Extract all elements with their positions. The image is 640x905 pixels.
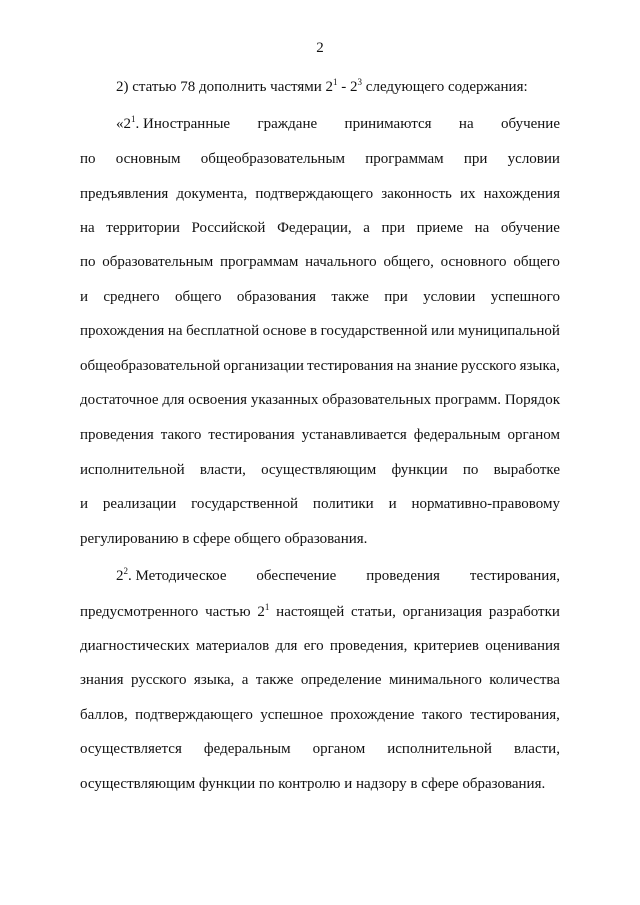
- word: тестирования: [307, 358, 394, 374]
- word: для: [275, 638, 298, 654]
- word: баллов,: [80, 707, 128, 723]
- word: условии: [507, 151, 560, 167]
- word: достаточное: [80, 392, 159, 408]
- text-line-2: [116, 115, 560, 133]
- text-line-16: [80, 603, 560, 621]
- word: материалов: [195, 638, 270, 654]
- text-line-5: [80, 219, 560, 237]
- word: также: [255, 672, 294, 688]
- text-line-3: [80, 150, 560, 168]
- word: знания: [80, 672, 124, 688]
- page-number: 2: [316, 40, 324, 56]
- word: его: [303, 638, 324, 654]
- word: документа,: [176, 186, 248, 202]
- word: органом: [507, 427, 560, 443]
- word: и: [80, 289, 89, 305]
- text-fragment: - 2: [337, 79, 358, 95]
- word: а: [241, 672, 249, 688]
- text-line-21: осуществляющим функции по контролю и надзору в сфере образования.: [80, 776, 546, 792]
- text-line-7: [80, 288, 560, 306]
- word: власти,: [513, 741, 560, 757]
- word: по: [80, 151, 96, 167]
- word: организация: [402, 604, 483, 620]
- text-line-1: [116, 78, 560, 96]
- word: тестирования,: [469, 707, 560, 723]
- word: Российской: [191, 220, 266, 236]
- word: общего,: [383, 254, 434, 270]
- word: начального: [305, 254, 377, 270]
- word: при: [463, 151, 488, 167]
- word: языка,: [193, 672, 235, 688]
- word: или: [431, 323, 455, 339]
- word: и: [388, 496, 397, 512]
- word: для: [162, 392, 185, 408]
- word: предъявления: [80, 186, 169, 202]
- word: при: [384, 289, 408, 305]
- word: по: [80, 254, 96, 270]
- word: а: [363, 220, 370, 236]
- word: на: [474, 220, 490, 236]
- word: образовательных: [322, 392, 432, 408]
- text-line-10: [80, 391, 560, 409]
- word: подтверждающего: [255, 186, 374, 202]
- word: критериев: [413, 638, 479, 654]
- word: общего: [513, 254, 560, 270]
- word: и: [80, 496, 89, 512]
- word: государственной: [191, 496, 299, 512]
- word: территории: [106, 220, 180, 236]
- word: знание: [414, 358, 458, 374]
- word: среднего: [103, 289, 160, 305]
- text-line-8: [80, 322, 560, 340]
- text-line-20: [80, 740, 560, 758]
- word: обеспечение: [256, 568, 337, 584]
- word: федеральным: [203, 741, 291, 757]
- word: образовательным: [102, 254, 214, 270]
- word: основного: [440, 254, 507, 270]
- word: количества: [489, 672, 560, 688]
- word: «$2^1$. Иностранные: [116, 114, 231, 132]
- word: проведения: [80, 427, 154, 443]
- word: частью: [205, 604, 251, 620]
- word: нахождения: [483, 186, 560, 202]
- word: русского: [131, 672, 187, 688]
- word: федеральным: [413, 427, 501, 443]
- text-line-18: [80, 671, 560, 689]
- word: исполнительной: [387, 741, 492, 757]
- word: бесплатной: [186, 323, 260, 339]
- word: $2^1$: [257, 602, 270, 620]
- word: на: [80, 220, 95, 236]
- word: принимаются: [344, 116, 432, 132]
- word: основе: [262, 323, 307, 339]
- word: организации: [223, 358, 304, 374]
- word: их: [459, 186, 476, 202]
- word: функции: [391, 462, 448, 478]
- word: подтверждающего: [135, 707, 253, 723]
- word: прохождения: [80, 323, 165, 339]
- word: предусмотренного: [80, 604, 199, 620]
- text-line-19: [80, 706, 560, 724]
- word: законность: [381, 186, 452, 202]
- word: муниципальной: [458, 323, 560, 339]
- word: на: [458, 116, 474, 132]
- text-line-4: [80, 185, 560, 203]
- word: приеме: [416, 220, 464, 236]
- text-fragment: 2) статью 78 дополнить частями 2: [116, 79, 334, 95]
- word: на: [396, 358, 412, 374]
- word: проведения: [366, 568, 440, 584]
- word: обучение: [500, 220, 560, 236]
- word: власти,: [199, 462, 246, 478]
- word: минимального: [388, 672, 482, 688]
- text-line-11: [80, 426, 560, 444]
- word: выработке: [493, 462, 560, 478]
- superscript: 1: [333, 77, 338, 87]
- word: нормативно-правовому: [411, 496, 560, 512]
- word: статьи,: [351, 604, 396, 620]
- word: прохождение: [330, 707, 415, 723]
- word: органом: [312, 741, 366, 757]
- text-fragment: следующего содержания:: [362, 79, 528, 95]
- word: оценивания: [485, 638, 560, 654]
- word: общеобразовательной: [80, 358, 221, 374]
- word: основным: [115, 151, 181, 167]
- word: такого: [160, 427, 202, 443]
- word: условии: [423, 289, 476, 305]
- word: тестирования: [208, 427, 295, 443]
- text-line-14: регулированию в сфере общего образования.: [80, 531, 368, 547]
- word: по: [462, 462, 479, 478]
- word: государственной: [320, 323, 428, 339]
- word: диагностических: [80, 638, 190, 654]
- word: русского: [460, 358, 517, 374]
- word: политики: [312, 496, 374, 512]
- word: граждане: [257, 116, 318, 132]
- word: осуществляется: [80, 741, 182, 757]
- word: программ.: [434, 392, 501, 408]
- word: указанных: [250, 392, 319, 408]
- word: освоения: [188, 392, 248, 408]
- text-line-12: [80, 461, 560, 479]
- word: программам: [219, 254, 299, 270]
- word: при: [381, 220, 406, 236]
- word: $2^2$. Методическое: [116, 566, 227, 584]
- word: также: [331, 289, 369, 305]
- word: исполнительной: [80, 462, 185, 478]
- text-line-15: [116, 567, 560, 585]
- word: успешное: [260, 707, 323, 723]
- word: общего: [174, 289, 222, 305]
- word: реализации: [102, 496, 177, 512]
- word: на: [167, 323, 183, 339]
- word: образования: [236, 289, 317, 305]
- word: такого: [421, 707, 463, 723]
- word: тестирования,: [469, 568, 560, 584]
- word: успешного: [490, 289, 560, 305]
- word: проведения,: [329, 638, 408, 654]
- word: языка,: [519, 358, 560, 374]
- text-line-9: [80, 357, 560, 375]
- superscript: 3: [357, 77, 363, 87]
- word: Порядок: [504, 392, 560, 408]
- word: определение: [300, 672, 382, 688]
- text-line-13: [80, 495, 560, 513]
- word: программам: [365, 151, 444, 167]
- word: устанавливается: [301, 427, 407, 443]
- text-line-6: [80, 253, 560, 271]
- word: в: [309, 323, 318, 339]
- word: общеобразовательным: [200, 151, 346, 167]
- word: настоящей: [276, 604, 345, 620]
- word: разработки: [488, 604, 560, 620]
- word: осуществляющим: [261, 462, 377, 478]
- text-line-17: [80, 637, 560, 655]
- word: обучение: [501, 116, 560, 132]
- word: Федерации,: [277, 220, 352, 236]
